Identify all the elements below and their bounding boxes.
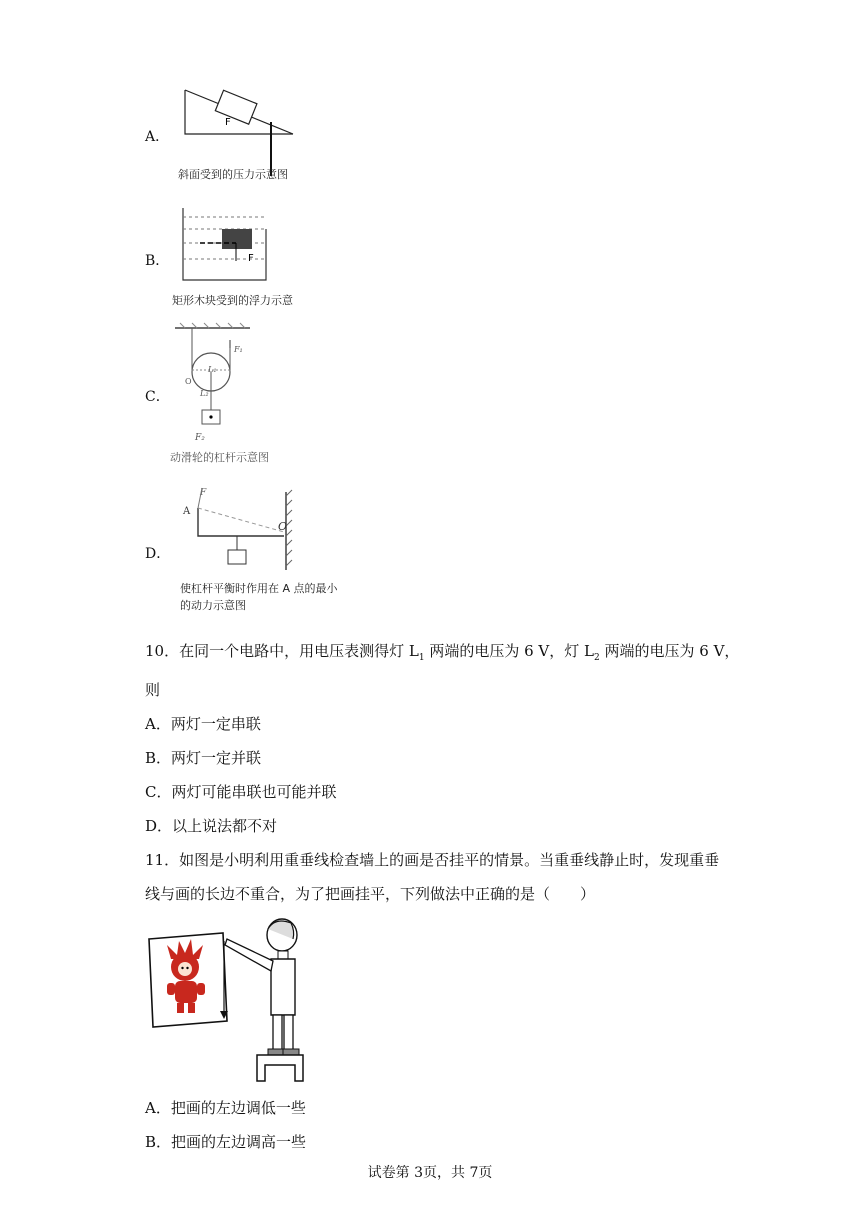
label-f1: F₁: [234, 345, 243, 354]
label-a: A: [183, 506, 191, 517]
q10-option-b: B．两灯一定并联: [145, 749, 262, 767]
pulley-lever-figure: [170, 322, 255, 447]
option-b-letter: B．: [145, 253, 170, 269]
option-a-caption: 斜面受到的压力示意图: [178, 168, 288, 181]
option-c-caption: 动滑轮的杠杆示意图: [170, 451, 269, 464]
q10-option-a: A．两灯一定串联: [145, 715, 261, 733]
q11-option-b: B．把画的左边调高一些: [145, 1133, 307, 1151]
label-l1: L₁: [208, 365, 217, 374]
q10-stem-line1: 10．在同一个电路中，用电压表测得灯 $L_1$ 两端的电压为 6 V，灯 $L_2$ 两端的电压为 6 V，: [145, 642, 740, 663]
buoyancy-figure: [178, 203, 273, 285]
option-d-letter: D．: [145, 546, 171, 562]
option-b-caption: 矩形木块受到的浮力示意: [172, 294, 293, 307]
force-label-b: F: [248, 253, 254, 264]
q11-stem-line2: 线与画的长边不重合，为了把画挂平，下列做法中正确的是（ ）: [145, 885, 596, 903]
option-a-letter: A．: [145, 129, 170, 145]
option-d-caption-line1: 使杠杆平衡时作用在 A 点的最小: [180, 582, 338, 595]
label-o: O: [185, 377, 192, 386]
label-f: F: [200, 488, 207, 498]
q10-option-c: C．两灯可能串联也可能并联: [145, 783, 337, 801]
label-f2: F₂: [195, 433, 205, 443]
lever-minimum-force-figure: [180, 482, 300, 572]
q10-stem-line2: 则: [145, 681, 161, 699]
force-label-a: F: [225, 117, 231, 128]
option-d-caption-line2: 的动力示意图: [180, 599, 246, 612]
plumb-line-painting-figure: [145, 915, 320, 1085]
label-l2: L₂: [200, 389, 209, 398]
q11-stem-line1: 11．如图是小明利用重垂线检查墙上的画是否挂平的情景。当重垂线静止时，发现重垂: [145, 851, 720, 869]
page-footer: 试卷第 3页，共 7页: [367, 1165, 493, 1181]
label-o-d: O: [278, 520, 288, 533]
option-c-letter: C．: [145, 389, 170, 405]
q11-option-a: A．把画的左边调低一些: [145, 1099, 306, 1117]
q10-option-d: D．以上说法都不对: [145, 817, 278, 835]
